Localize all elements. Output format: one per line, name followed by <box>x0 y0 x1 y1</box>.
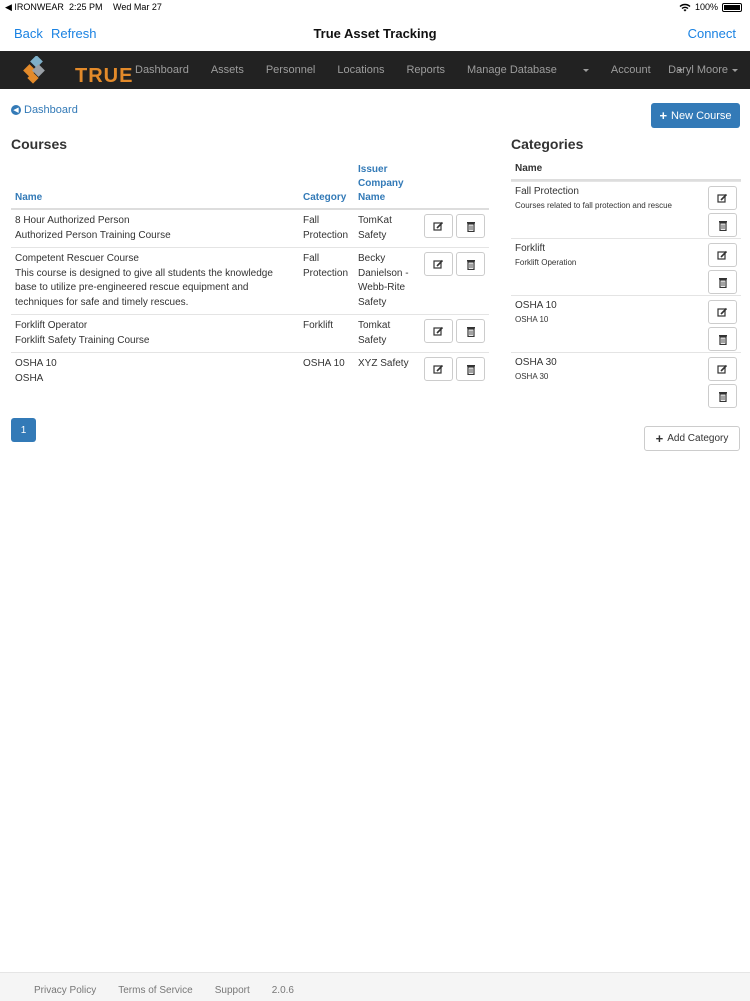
edit-button[interactable] <box>424 319 453 343</box>
course-issuer-cell: XYZ Safety <box>354 353 420 391</box>
categories-heading: Categories <box>511 136 584 152</box>
category-desc: OSHA 30 <box>515 372 549 381</box>
refresh-button[interactable]: Refresh <box>51 26 97 41</box>
col-actions <box>420 160 489 209</box>
categories-table <box>511 160 741 409</box>
col-issuer[interactable]: Issuer Company Name <box>354 160 420 209</box>
edit-icon <box>717 193 728 204</box>
category-desc: Forklift Operation <box>515 258 577 267</box>
trash-icon <box>718 220 728 231</box>
course-name-cell: OSHA 10 OSHA <box>11 353 299 391</box>
course-issuer-cell: TomKat Safety <box>354 209 420 248</box>
app-version: 2.0.6 <box>271 985 294 996</box>
list-item <box>511 352 741 409</box>
caret-down-icon <box>732 69 738 72</box>
categories-col-name: Name <box>511 160 741 181</box>
course-name-cell: Competent Rescuer Course This course is designed to give all students the knowledge base to utilize pre-engineered rescue equipment and techniques for safe and timely rescues. <box>11 248 299 315</box>
course-issuer-cell: Tomkat Safety <box>354 315 420 353</box>
battery-percent: 100% <box>694 2 718 12</box>
courses-heading: Courses <box>11 136 68 152</box>
table-row <box>11 353 489 391</box>
delete-button[interactable] <box>456 214 485 238</box>
delete-button[interactable] <box>708 270 737 294</box>
edit-icon <box>433 364 444 375</box>
delete-button[interactable] <box>708 327 737 351</box>
category-desc: Courses related to fall protection and rescue <box>515 201 672 210</box>
nav-dashboard[interactable]: Dashboard <box>135 64 189 76</box>
courses-table <box>11 160 489 390</box>
edit-icon <box>433 326 444 337</box>
logo-text: TRUE <box>75 65 134 87</box>
edit-button[interactable] <box>424 214 453 238</box>
footer <box>0 972 750 1001</box>
nav-locations[interactable]: Locations <box>337 64 385 76</box>
category-name: OSHA 30 <box>515 357 557 368</box>
back-button[interactable]: Back <box>14 26 43 41</box>
course-name-cell: 8 Hour Authorized Person Authorized Person Training Course <box>11 209 299 248</box>
nav-account[interactable]: Account <box>611 64 683 76</box>
course-category-cell: Forklift <box>299 315 354 353</box>
app-navbar <box>0 51 750 89</box>
trash-icon <box>466 259 476 270</box>
category-desc: OSHA 10 <box>515 315 549 324</box>
logo-mark-icon <box>22 56 52 84</box>
nav-personnel[interactable]: Personnel <box>265 64 316 76</box>
course-issuer-cell: Becky Danielson - Webb-Rite Safety <box>354 248 420 315</box>
table-row <box>11 315 489 353</box>
true-logo[interactable] <box>22 56 134 87</box>
wifi-icon <box>679 3 691 12</box>
edit-icon <box>433 259 444 270</box>
user-menu[interactable]: Daryl Moore <box>668 64 738 76</box>
ios-nav-bar <box>0 16 750 52</box>
trash-icon <box>718 277 728 288</box>
edit-button[interactable] <box>424 357 453 381</box>
main-nav <box>135 64 705 76</box>
delete-button[interactable] <box>456 319 485 343</box>
edit-button[interactable] <box>424 252 453 276</box>
trash-icon <box>466 221 476 232</box>
ios-status-bar <box>0 0 750 16</box>
trash-icon <box>466 364 476 375</box>
app-title: True Asset Tracking <box>313 26 437 41</box>
trash-icon <box>718 334 728 345</box>
edit-button[interactable] <box>708 186 737 210</box>
delete-button[interactable] <box>708 213 737 237</box>
caret-down-icon <box>583 69 589 72</box>
courses-header-row <box>11 160 489 209</box>
course-category-cell: Fall Protection <box>299 248 354 315</box>
privacy-policy-link[interactable]: Privacy Policy <box>34 985 97 996</box>
table-row <box>11 209 489 248</box>
plus-icon: + <box>659 108 668 123</box>
trash-icon <box>466 326 476 337</box>
pagination-page-1[interactable]: 1 <box>11 418 36 442</box>
col-name[interactable]: Name <box>11 160 299 209</box>
nav-reports[interactable]: Reports <box>406 64 446 76</box>
delete-button[interactable] <box>456 252 485 276</box>
list-item <box>511 181 741 238</box>
connect-button[interactable]: Connect <box>687 26 736 41</box>
edit-button[interactable] <box>708 357 737 381</box>
delete-button[interactable] <box>456 357 485 381</box>
table-row <box>11 248 489 315</box>
category-name: Fall Protection <box>515 186 579 197</box>
edit-icon <box>433 221 444 232</box>
support-link[interactable]: Support <box>214 985 250 996</box>
add-category-button[interactable]: + Add Category <box>644 426 740 451</box>
nav-manage-database[interactable]: Manage Database <box>467 64 589 76</box>
edit-button[interactable] <box>708 300 737 324</box>
trash-icon <box>718 391 728 402</box>
edit-button[interactable] <box>708 243 737 267</box>
new-course-button[interactable]: + New Course <box>651 103 740 128</box>
course-category-cell: OSHA 10 <box>299 353 354 391</box>
course-name-cell: Forklift Operator Forklift Safety Training Course <box>11 315 299 353</box>
edit-icon <box>717 250 728 261</box>
battery-icon <box>722 3 742 12</box>
delete-button[interactable] <box>708 384 737 408</box>
edit-icon <box>717 364 728 375</box>
dashboard-link[interactable]: ◀ Dashboard <box>11 104 78 116</box>
col-category[interactable]: Category <box>299 160 354 209</box>
carrier: ◀ IRONWEAR 2:25 PM <box>5 2 103 12</box>
circle-arrow-left-icon: ◀ <box>11 105 21 115</box>
status-right <box>679 2 742 12</box>
plus-icon: + <box>655 431 664 446</box>
list-item <box>511 295 741 352</box>
terms-of-service-link[interactable]: Terms of Service <box>118 985 193 996</box>
category-name: Forklift <box>515 243 545 254</box>
course-category-cell: Fall Protection <box>299 209 354 248</box>
list-item <box>511 238 741 295</box>
category-name: OSHA 10 <box>515 300 557 311</box>
nav-assets[interactable]: Assets <box>210 64 244 76</box>
edit-icon <box>717 307 728 318</box>
status-date: Wed Mar 27 <box>113 2 162 12</box>
